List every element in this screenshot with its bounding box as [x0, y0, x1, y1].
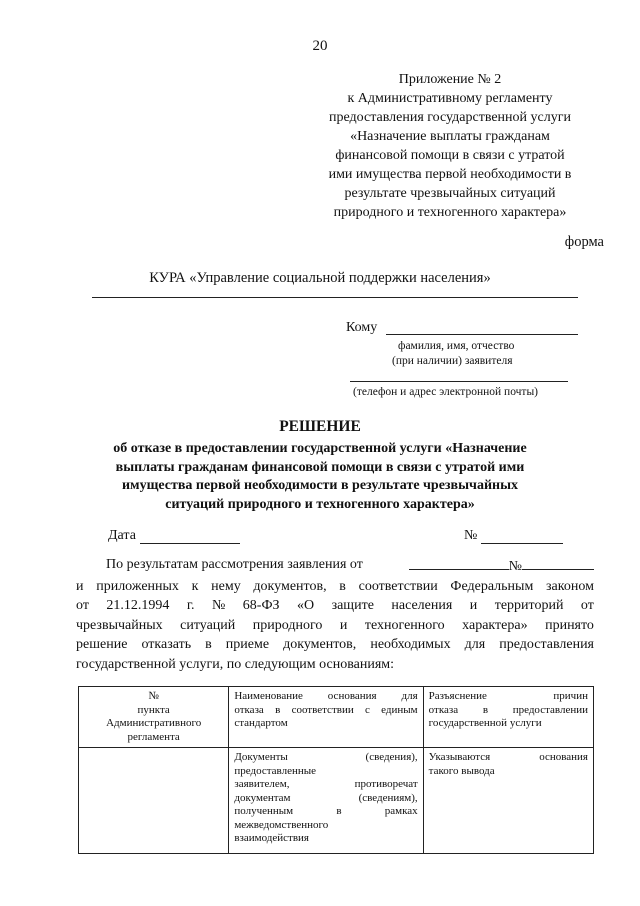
justified-line — [234, 704, 417, 718]
body-word: решение — [76, 637, 128, 652]
body-word: техногенного — [364, 617, 445, 633]
body-line — [76, 596, 594, 616]
justified-lines — [234, 751, 417, 846]
body-word: принято — [545, 617, 594, 633]
cell-word: межведомственного — [234, 818, 329, 831]
body-word: документов, — [283, 637, 357, 652]
justified-line — [234, 778, 417, 792]
cell-word: Указываются — [428, 751, 491, 763]
body-word: ситуаций — [180, 617, 236, 633]
justified-lines — [429, 751, 588, 765]
body-word: характера» — [462, 617, 528, 633]
justified-lines — [429, 690, 588, 717]
body-word: к — [191, 578, 199, 594]
cell-word: предоставленные — [234, 764, 317, 777]
body-word: от — [76, 598, 89, 613]
cell-word: (сведения), — [365, 751, 418, 763]
body-word: отказать — [141, 637, 192, 652]
body-word: и — [469, 598, 478, 613]
body-line — [76, 555, 594, 577]
body-line — [76, 635, 594, 655]
appendix-header — [300, 70, 600, 222]
organization-name: КУРА «Управление социальной поддержки населения» — [149, 270, 491, 286]
body-word: 68-ФЗ — [242, 598, 280, 613]
header-word: единым — [381, 703, 418, 716]
page-number: 20 — [312, 38, 328, 54]
body-word: защите — [331, 598, 374, 613]
cell-word: взаимодействия — [234, 832, 309, 844]
addressee-name-blank[interactable] — [386, 334, 578, 335]
header-cell-reason-explanation — [423, 687, 593, 748]
header-word: основания — [327, 690, 377, 702]
cell-word: полученным — [234, 805, 294, 817]
header-word: Наименование — [234, 690, 303, 702]
header-word: в — [275, 703, 281, 716]
header-word: для — [401, 690, 418, 702]
cell-word: основания — [539, 751, 588, 763]
body-word: 21.12.1994 — [106, 598, 170, 613]
body-word: нему — [211, 578, 241, 594]
justified-line — [234, 805, 417, 819]
body-line: государственной услуги, по следующим основаниям: — [76, 656, 395, 672]
appendix-line: «Назначение выплаты гражданам — [350, 129, 550, 144]
body-word: и — [339, 617, 348, 633]
document-title: РЕШЕНИЕ — [279, 418, 361, 435]
body-word: территорий — [494, 598, 564, 613]
number-label: № — [464, 528, 478, 543]
table-header-row — [79, 687, 594, 748]
body-word: необходимых — [370, 637, 451, 652]
appendix-line: природного и техногенного характера» — [333, 205, 567, 220]
body-word: предоставления — [499, 637, 594, 652]
appendix-line: финансовой помощи в связи с утратой — [335, 148, 565, 163]
subtitle-line: об отказе в предоставлении государственной услуги «Назначение — [113, 441, 527, 456]
body-line — [76, 577, 594, 597]
number-blank[interactable] — [481, 543, 563, 544]
body-word: для — [464, 637, 486, 652]
cell-word: Документы — [234, 751, 288, 763]
appendix-line: ими имущества первой необходимости в — [328, 167, 572, 182]
justified-line — [234, 819, 417, 833]
body-word: соответствии — [358, 578, 438, 594]
header-word: соответствии — [291, 703, 354, 716]
contact-caption: (телефон и адрес электронной почты) — [353, 386, 539, 398]
body-word: г. — [186, 598, 195, 613]
body-word: чрезвычайных — [76, 617, 163, 633]
subtitle-line: ситуаций природного и техногенного характера» — [165, 496, 475, 512]
appendix-line: к Административному регламенту — [347, 91, 553, 106]
body-number-sign: № — [508, 559, 522, 574]
body-word: приложенных — [96, 578, 179, 594]
organization-underline — [92, 297, 578, 298]
justified-line — [234, 832, 417, 846]
cell-word: документам — [234, 791, 291, 804]
form-label: форма — [564, 234, 604, 250]
header-text: стандартом — [234, 717, 288, 729]
header-cell-item-number — [79, 687, 229, 748]
body-text-segment: По результатам рассмотрения заявления от — [106, 557, 363, 572]
header-word: предоставлении — [512, 703, 588, 716]
header-text: № — [148, 690, 159, 702]
document-subtitle — [60, 440, 580, 514]
table-cell-reason-explanation — [423, 748, 593, 854]
body-word: документов, — [253, 578, 327, 594]
body-word: и — [76, 578, 84, 594]
application-number-blank[interactable] — [522, 555, 594, 570]
addressee-contact-blank[interactable] — [350, 381, 568, 382]
justified-lines — [234, 690, 417, 717]
justified-line — [429, 704, 588, 718]
reasons-table — [78, 686, 594, 854]
cell-word: заявителем, — [234, 778, 290, 790]
header-text: Административного — [106, 717, 202, 729]
application-date-blank[interactable] — [409, 555, 509, 570]
table-cell-item-number — [79, 748, 229, 854]
body-word: приеме — [225, 637, 270, 652]
header-text: регламента — [127, 730, 180, 743]
body-word: «О — [296, 598, 315, 613]
table-row — [79, 748, 594, 854]
header-word: Разъяснение — [428, 690, 487, 702]
body-word: населения — [391, 598, 453, 613]
cell-word: в — [336, 805, 342, 817]
body-word: природного — [252, 617, 323, 633]
justified-line — [429, 751, 588, 765]
fio-caption-note: (при наличии) заявителя — [392, 355, 513, 367]
header-word: с — [365, 703, 370, 716]
header-word: отказа — [428, 703, 459, 716]
addressee-label: Кому — [346, 320, 378, 335]
fio-caption: фамилия, имя, отчество — [398, 340, 515, 352]
cell-word: рамках — [384, 805, 418, 817]
body-line — [76, 616, 594, 636]
justified-line — [429, 690, 588, 704]
decision-body — [76, 555, 594, 674]
header-text: пункта — [137, 703, 170, 716]
date-label: Дата — [108, 528, 136, 543]
body-word: в — [339, 578, 346, 594]
date-blank[interactable] — [140, 543, 240, 544]
body-word: от — [580, 598, 594, 613]
justified-line — [234, 751, 417, 765]
justified-line — [234, 690, 417, 704]
header-cell-reason-name — [229, 687, 423, 748]
subtitle-line: выплаты гражданам финансовой помощи в связи с утратой ими — [115, 459, 525, 475]
justified-line — [234, 765, 417, 779]
appendix-line: Приложение № 2 — [398, 72, 502, 87]
appendix-line: предоставления государственной услуги — [329, 110, 571, 125]
justified-line — [234, 792, 417, 806]
cell-word: противоречат — [354, 778, 418, 790]
cell-word: (сведениям), — [358, 791, 418, 804]
header-word: в — [482, 703, 489, 716]
header-word: причин — [553, 690, 588, 702]
body-word: № — [211, 598, 226, 613]
body-word: законом — [546, 578, 594, 594]
body-word: в — [205, 637, 212, 652]
header-word: отказа — [234, 703, 264, 716]
appendix-line: результате чрезвычайных ситуаций — [344, 186, 556, 201]
header-text: государственной услуги — [428, 717, 542, 729]
cell-text: такого вывода — [428, 764, 495, 777]
body-word: Федеральным — [450, 578, 534, 594]
subtitle-line: имущества первой необходимости в результате чрезвычайных — [121, 478, 519, 493]
table-cell-reason-name — [229, 748, 423, 854]
